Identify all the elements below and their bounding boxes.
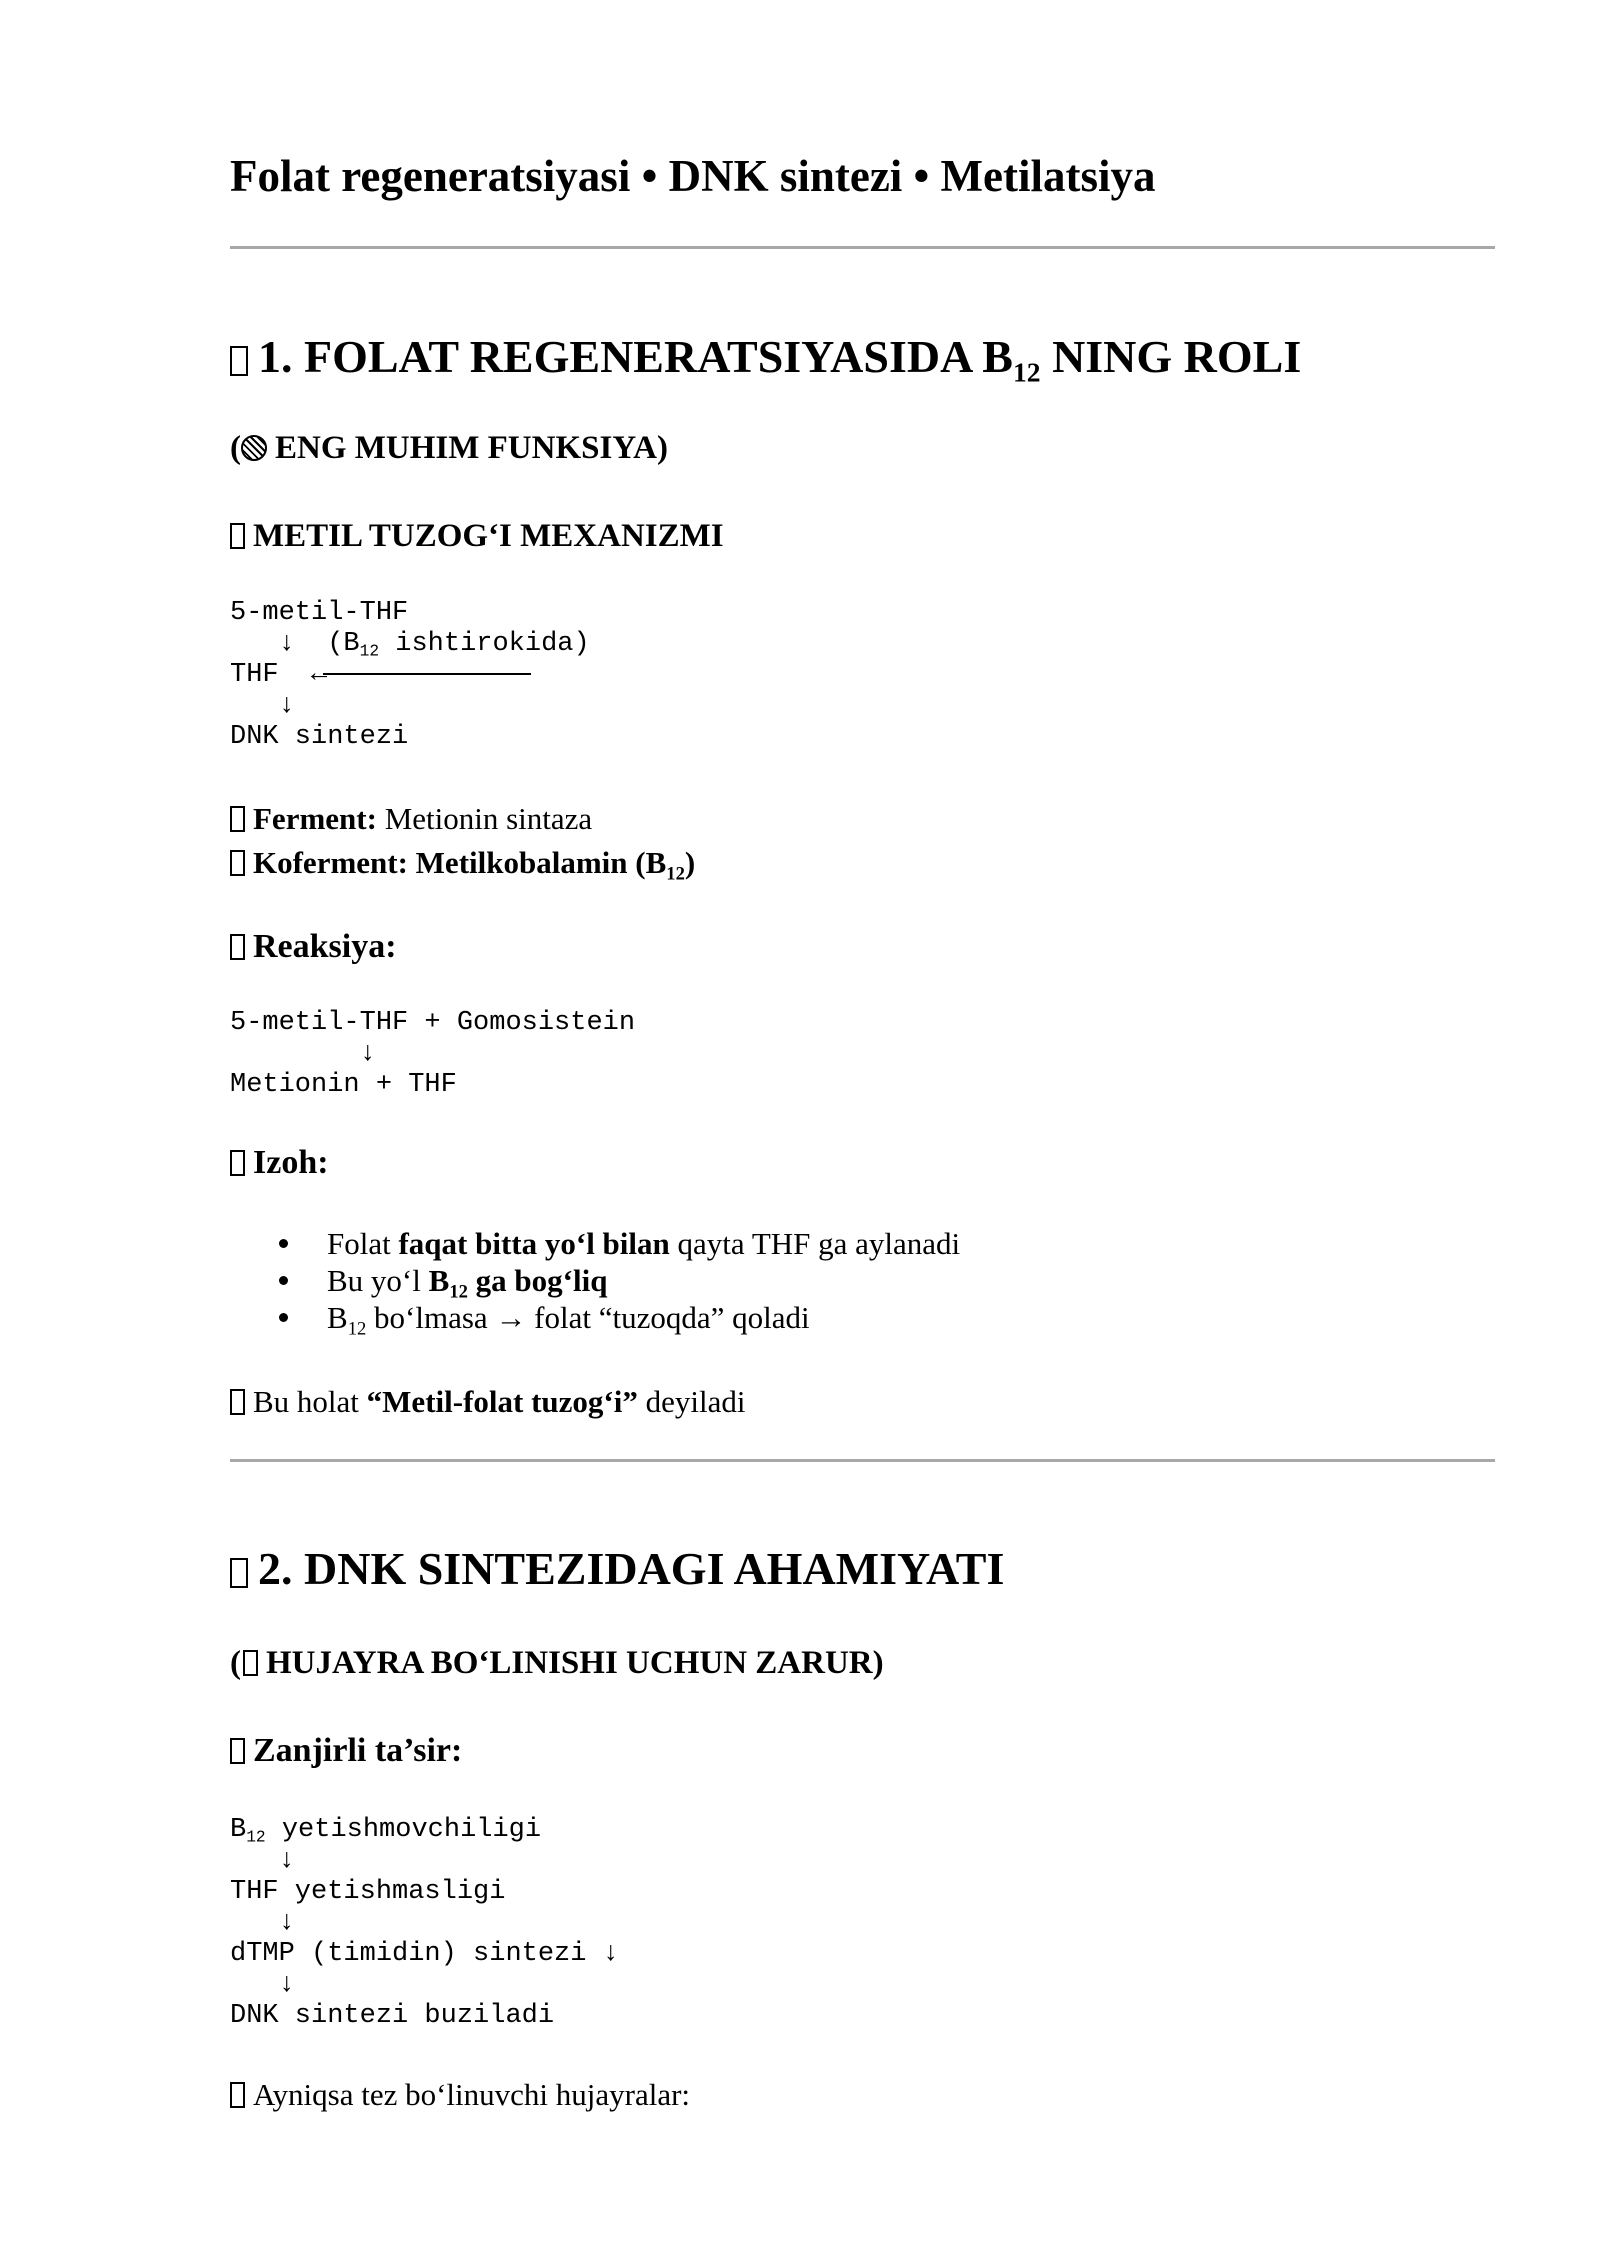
koferment-text	[253, 845, 696, 885]
subscript: 12	[449, 1281, 468, 1303]
subscript: 12	[347, 1318, 367, 1340]
arrow-line	[323, 673, 531, 675]
section-2-subtitle-text: HUJAYRA BO‘LINISHI UCHUN ZARUR)	[266, 1645, 884, 1681]
missing-glyph-icon	[230, 1558, 248, 1588]
chain-diagram	[230, 1815, 619, 2032]
metil-folat-note	[230, 1384, 745, 1420]
chain-line-4: ↓	[230, 1908, 295, 1938]
list-item-text: bo‘lmasa → folat “tuzoqda” qoladi	[366, 1300, 810, 1335]
missing-glyph-icon	[230, 934, 245, 960]
section-1-heading-suffix: NING ROLI	[1040, 331, 1302, 382]
section-1-subtitle: ( ENG MUHIM FUNKSIYA)	[230, 430, 668, 466]
mechanism-line-4: ↓	[230, 691, 295, 721]
list-item-bold-a: B	[428, 1263, 450, 1298]
subscript: 12	[359, 642, 380, 661]
reaction-diagram	[230, 1008, 635, 1101]
document-title: Folat regeneratsiyasi • DNK sintezi • Metilatsiya	[230, 151, 1156, 201]
izoh-title	[230, 1144, 329, 1182]
note-text: deyiladi	[637, 1384, 746, 1419]
izoh-list	[230, 1225, 961, 1340]
subscript: 12	[1012, 356, 1041, 388]
horizontal-divider	[230, 246, 1495, 249]
subscript: 12	[666, 863, 685, 885]
chain-line-6: ↓	[230, 1970, 295, 2000]
list-item-text: qayta THF ga aylanadi	[669, 1226, 961, 1261]
ferment-line	[230, 801, 592, 837]
list-item-text: Folat	[327, 1226, 399, 1261]
chain-line-2: ↓	[230, 1846, 295, 1876]
reaksiya-title	[230, 928, 397, 966]
list-item-bold-b: ga bog‘liq	[467, 1263, 608, 1298]
reaction-line-3: Metionin + THF	[230, 1070, 457, 1100]
list-item	[230, 1225, 960, 1262]
section-2-heading-text: 2. DNK SINTEZIDAGI AHAMIYATI	[258, 1543, 1005, 1594]
mechanism-line-1: 5-metil-THF	[230, 598, 409, 628]
mechanism-diagram	[230, 598, 590, 753]
tail-text: Ayniqsa tez bo‘linuvchi hujayralar:	[253, 2077, 691, 2112]
list-item-text: Bu yo‘l	[327, 1263, 429, 1298]
chain-line-1-text: B	[230, 1815, 247, 1845]
ferment-label: Ferment:	[253, 801, 377, 836]
chain-line-1-suffix: yetishmovchiligi	[265, 1815, 542, 1845]
chain-line-1	[230, 1815, 619, 1846]
section-1-heading-text: 1. FOLAT REGENERATSIYASIDA B	[258, 331, 1013, 382]
missing-glyph-icon	[230, 806, 245, 832]
reaksiya-title-text: Reaksiya:	[253, 928, 397, 965]
bullet-icon	[279, 1313, 288, 1322]
bullet-icon	[279, 1239, 288, 1248]
section-2-heading	[230, 1542, 1004, 1595]
chain-title-text: Zanjirli ta’sir:	[253, 1732, 463, 1769]
list-item-bold: faqat bitta yo‘l bilan	[398, 1226, 670, 1261]
mechanism-title	[230, 518, 724, 555]
section-1-heading	[230, 330, 1302, 388]
subscript: 12	[246, 1828, 266, 1847]
note-text: Bu holat	[253, 1384, 367, 1419]
chain-title	[230, 1732, 462, 1770]
note-bold: “Metil-folat tuzog‘i”	[366, 1384, 638, 1419]
list-item-text: B	[327, 1300, 348, 1335]
missing-glyph-icon	[230, 346, 248, 376]
mechanism-line-5: DNK sintezi	[230, 722, 409, 752]
mechanism-line-2-text: ↓ (B	[230, 629, 360, 659]
bullet-icon	[279, 1276, 288, 1285]
mechanism-line-2	[230, 629, 590, 660]
missing-glyph-icon	[230, 1389, 245, 1415]
missing-glyph-icon	[230, 2082, 245, 2108]
tail-line	[230, 2077, 690, 2113]
list-item-bold	[428, 1263, 608, 1303]
izoh-title-text: Izoh:	[253, 1144, 329, 1181]
list-item	[230, 1262, 960, 1303]
list-item	[230, 1299, 960, 1340]
mechanism-line-3-text: THF ←	[230, 660, 328, 690]
ferment-value: Metionin sintaza	[376, 801, 593, 836]
missing-glyph-icon	[230, 1738, 245, 1764]
missing-glyph-icon	[230, 850, 245, 876]
missing-glyph-icon	[230, 1150, 245, 1176]
reaction-line-1: 5-metil-THF + Gomosistein	[230, 1008, 636, 1038]
koferment-line	[230, 845, 696, 885]
mechanism-line-2-suffix: ishtirokida)	[379, 629, 590, 659]
chain-line-3: THF yetishmasligi	[230, 1877, 506, 1907]
hatched-circle-icon	[241, 435, 267, 461]
chain-line-7: DNK sintezi buziladi	[230, 2001, 555, 2031]
missing-glyph-icon	[230, 523, 245, 549]
koferment-text-a: Koferment: Metilkobalamin (B	[253, 845, 667, 880]
horizontal-divider	[230, 1459, 1495, 1462]
reaction-line-2: ↓	[230, 1039, 376, 1069]
mechanism-title-text: METIL TUZOG‘I MEXANIZMI	[253, 518, 724, 554]
missing-glyph-icon	[243, 1650, 258, 1676]
koferment-text-b: )	[684, 845, 696, 880]
section-2-subtitle: ( HUJAYRA BO‘LINISHI UCHUN ZARUR)	[230, 1645, 884, 1681]
mechanism-line-3	[230, 660, 590, 691]
chain-line-5: dTMP (timidin) sintezi ↓	[230, 1939, 619, 1969]
section-1-subtitle-text: ENG MUHIM FUNKSIYA)	[275, 430, 668, 466]
